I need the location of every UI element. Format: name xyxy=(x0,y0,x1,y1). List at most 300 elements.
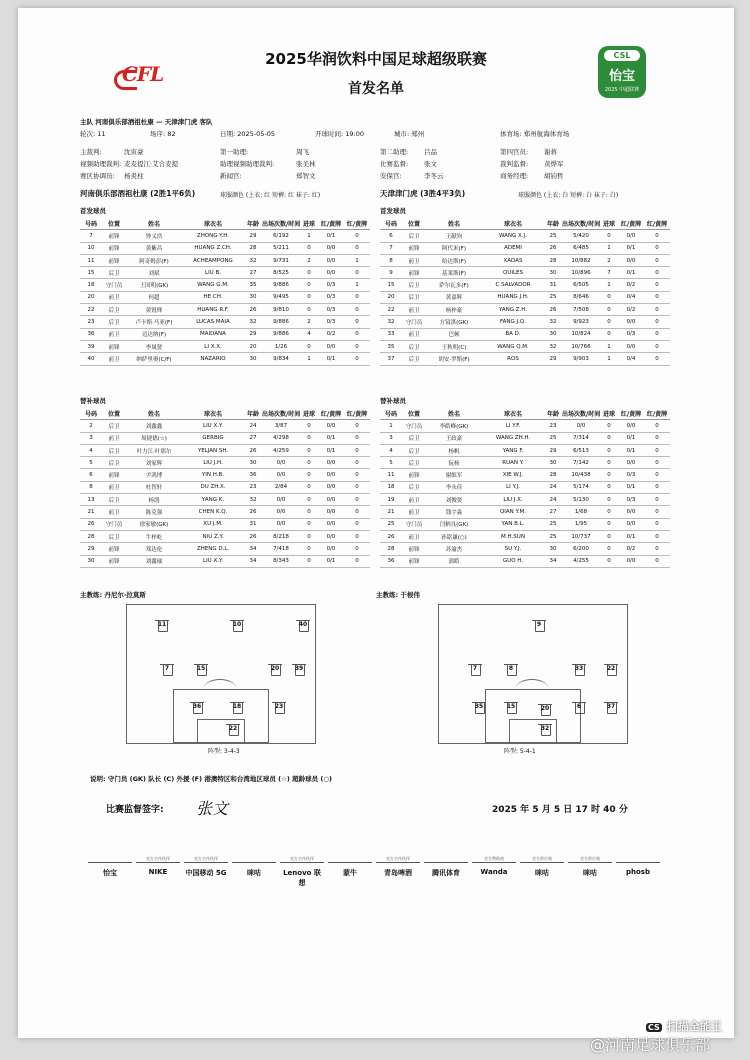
goals: 1 xyxy=(600,353,618,365)
official-role: 第四官员: xyxy=(500,148,529,156)
age: 29 xyxy=(244,230,262,242)
red-yellow: 0/3 xyxy=(618,328,644,340)
away-starters-table xyxy=(380,218,670,366)
table-row xyxy=(380,279,670,291)
shirt-number: 23 xyxy=(80,316,102,328)
red-yellow-2: 0 xyxy=(344,267,370,279)
red-yellow-2: 0 xyxy=(344,506,370,518)
goals: 0 xyxy=(300,291,318,303)
table-row xyxy=(380,506,670,518)
sponsor-strip xyxy=(88,856,668,887)
sponsor-logo xyxy=(136,856,180,884)
official-0 xyxy=(80,147,144,156)
official-8 xyxy=(80,171,144,180)
sponsor-logo xyxy=(184,856,228,884)
official-3 xyxy=(500,147,557,156)
home-starters-label: 首发球员 xyxy=(80,207,106,215)
column-header: 姓名 xyxy=(426,408,482,420)
name-cn: 王献钧 xyxy=(426,230,482,242)
official-name: 周飞 xyxy=(296,148,309,156)
shirt-name: XU J.M. xyxy=(182,518,244,530)
table-row xyxy=(380,494,670,506)
shirt-name: HUANG Z.CH. xyxy=(182,242,244,254)
red-yellow-2: 0 xyxy=(344,420,370,432)
red-yellow-2: 0 xyxy=(644,481,670,493)
position: 前卫 xyxy=(402,254,426,266)
red-yellow-2: 0 xyxy=(344,444,370,456)
official-name: 张文 xyxy=(424,160,437,168)
position: 后卫 xyxy=(402,279,426,291)
red-yellow: 0/2 xyxy=(618,279,644,291)
column-header: 进球 xyxy=(300,218,318,230)
round xyxy=(80,129,106,138)
position: 前锋 xyxy=(402,543,426,555)
goals: 1 xyxy=(300,353,318,365)
official-name: 吕品 xyxy=(424,148,437,156)
apps-minutes: 10/882 xyxy=(562,254,600,266)
shirt-name: GUO H. xyxy=(482,555,544,567)
shirt-name: C.SALVADOR xyxy=(482,279,544,291)
position: 前锋 xyxy=(102,543,126,555)
table-row xyxy=(80,444,370,456)
red-yellow-2: 0 xyxy=(644,316,670,328)
red-yellow-2: 0 xyxy=(644,420,670,432)
shirt-name: QUILES xyxy=(482,267,544,279)
column-header: 位置 xyxy=(102,218,126,230)
age: 32 xyxy=(544,340,562,352)
position: 前锋 xyxy=(402,555,426,567)
shirt-number: 26 xyxy=(380,530,402,542)
red-yellow-2: 0 xyxy=(644,444,670,456)
column-header: 号码 xyxy=(80,218,102,230)
red-yellow-2: 0 xyxy=(344,543,370,555)
goals: 2 xyxy=(300,254,318,266)
shirt-number: 9 xyxy=(380,267,402,279)
red-yellow-2: 1 xyxy=(344,279,370,291)
apps-minutes: 10/896 xyxy=(562,267,600,279)
official-role: 助理视频助理裁判: xyxy=(220,160,275,168)
formation-shirt xyxy=(468,663,482,675)
shirt-name: QIAN Y.M. xyxy=(482,506,544,518)
shirt-name: HUANG R.F. xyxy=(182,304,244,316)
age: 23 xyxy=(544,420,562,432)
sponsor-logo xyxy=(88,856,132,884)
apps-minutes: 2/84 xyxy=(262,481,300,493)
goals: 0 xyxy=(300,242,318,254)
position: 前卫 xyxy=(402,506,426,518)
age: 32 xyxy=(544,316,562,328)
shirt-name: SU Y.J. xyxy=(482,543,544,555)
shirt-name: RUAN Y. xyxy=(482,457,544,469)
name-cn: 刘斌 xyxy=(126,267,182,279)
table-row xyxy=(380,555,670,567)
shirt-number: 28 xyxy=(380,543,402,555)
formation-shirt xyxy=(230,619,244,631)
red-yellow: 0/0 xyxy=(318,340,344,352)
official-6 xyxy=(380,159,437,168)
column-header: 红/黄牌 xyxy=(644,408,670,420)
red-yellow-2: 0 xyxy=(644,242,670,254)
away-formation-label: 阵型: 5-4-1 xyxy=(504,748,536,755)
table-row xyxy=(80,543,370,555)
shirt-number: 6 xyxy=(380,230,402,242)
shirt-name: YANG F. xyxy=(482,444,544,456)
goals: 0 xyxy=(600,530,618,542)
column-header: 进球 xyxy=(600,218,618,230)
table-row xyxy=(80,353,370,365)
age: 27 xyxy=(544,506,562,518)
red-yellow: 0/3 xyxy=(318,316,344,328)
red-yellow-2: 0 xyxy=(644,518,670,530)
shirt-name: LIU B. xyxy=(182,267,244,279)
scanner-icon: CS xyxy=(648,1023,660,1032)
sponsor-tier: 官方赞助商 xyxy=(472,856,516,863)
position: 前锋 xyxy=(102,469,126,481)
official-name: 谢蒋 xyxy=(544,148,557,156)
red-yellow: 0/2 xyxy=(618,543,644,555)
home-coach-name: 丹尼尔·拉莫斯 xyxy=(104,591,146,599)
name-cn: 杨凯 xyxy=(126,494,182,506)
position: 后卫 xyxy=(402,432,426,444)
table-row xyxy=(380,481,670,493)
column-header: 红/黄牌 xyxy=(318,408,344,420)
scanner-badge xyxy=(646,1015,722,1034)
age: 34 xyxy=(544,555,562,567)
age: 30 xyxy=(244,353,262,365)
shirt-name: ZHENG D.L. xyxy=(182,543,244,555)
red-yellow: 0/0 xyxy=(318,518,344,530)
goals: 0 xyxy=(300,494,318,506)
formation-shirt xyxy=(472,701,486,713)
away-team-header: 天津津门虎 (3胜4平3负) xyxy=(380,189,466,198)
home-kit-colors: 球服颜色 (上衣: 红 短裤: 红 袜子: 红) xyxy=(220,192,321,199)
position: 后卫 xyxy=(402,457,426,469)
goals: 0 xyxy=(600,316,618,328)
name-cn: 方镜淇(GK) xyxy=(426,316,482,328)
goals: 0 xyxy=(600,481,618,493)
red-yellow-2: 0 xyxy=(644,469,670,481)
name-cn: 阿代米(F) xyxy=(426,242,482,254)
red-yellow-2: 0 xyxy=(344,230,370,242)
age: 29 xyxy=(544,444,562,456)
signature-label: 比赛监督签字: xyxy=(106,805,164,815)
table-row xyxy=(80,518,370,530)
age: 26 xyxy=(544,242,562,254)
apps-minutes: 5/420 xyxy=(562,230,600,242)
position: 后卫 xyxy=(102,316,126,328)
shirt-name: CHEN K.Q. xyxy=(182,506,244,518)
shirt-number: 25 xyxy=(380,518,402,530)
red-yellow: 0/3 xyxy=(318,291,344,303)
shirt-number: 7 xyxy=(164,665,170,672)
table-row xyxy=(380,291,670,303)
team-sheet xyxy=(18,8,734,1038)
goals: 0 xyxy=(600,469,618,481)
table-row xyxy=(80,291,370,303)
red-yellow: 0/0 xyxy=(618,506,644,518)
away-coach-name: 于根伟 xyxy=(400,591,420,599)
age: 36 xyxy=(244,469,262,481)
kickoff xyxy=(315,129,364,138)
red-yellow: 0/0 xyxy=(318,254,344,266)
name-cn: 李皓峰(GK) xyxy=(426,420,482,432)
red-yellow-2: 1 xyxy=(344,254,370,266)
goals: 0 xyxy=(300,340,318,352)
red-yellow-2: 0 xyxy=(644,254,670,266)
sponsor-name: 咪咕 xyxy=(535,869,549,877)
shirt-number: 18 xyxy=(232,703,242,710)
position: 后卫 xyxy=(402,444,426,456)
column-header: 年龄 xyxy=(544,408,562,420)
shirt-number: 22 xyxy=(80,304,102,316)
red-yellow: 0/0 xyxy=(618,555,644,567)
position: 前卫 xyxy=(402,530,426,542)
shirt-name: WANG G.M. xyxy=(182,279,244,291)
official-name: 胡钧哲 xyxy=(544,172,564,180)
name-cn: 周捷德(☆) xyxy=(126,432,182,444)
name-cn: 何超 xyxy=(126,291,182,303)
away-starters-label: 首发球员 xyxy=(380,207,406,215)
column-header: 年龄 xyxy=(244,408,262,420)
city xyxy=(394,129,424,138)
official-name: 郑智文 xyxy=(296,172,316,180)
apps-minutes: 5/211 xyxy=(262,242,300,254)
name-cn: 阮杨 xyxy=(426,457,482,469)
apps-minutes: 9/886 xyxy=(262,316,300,328)
name-cn: 徐家敏(GK) xyxy=(126,518,182,530)
name-cn: 胡安·罗斯(F) xyxy=(426,353,482,365)
official-role: 安保官: xyxy=(380,172,402,180)
kickoff-label: 开球时间: xyxy=(315,130,344,138)
goals: 0 xyxy=(300,267,318,279)
goals: 1 xyxy=(600,242,618,254)
shirt-number: 9 xyxy=(536,621,542,628)
formation-shirt xyxy=(230,701,244,713)
shirt-number: 20 xyxy=(380,291,402,303)
sponsor-logo xyxy=(568,856,612,884)
formation-shirt xyxy=(504,663,518,675)
red-yellow-2: 0 xyxy=(344,494,370,506)
formation-shirt xyxy=(572,663,586,675)
goals: 0 xyxy=(600,420,618,432)
shirt-name: WANG Q.M. xyxy=(482,340,544,352)
position: 前锋 xyxy=(102,242,126,254)
name-cn: 苏渝杰 xyxy=(426,543,482,555)
penalty-arc xyxy=(203,679,237,700)
column-header: 红/黄牌 xyxy=(344,218,370,230)
official-11 xyxy=(500,171,564,180)
age: 30 xyxy=(544,457,562,469)
age: 26 xyxy=(244,304,262,316)
official-role: 新闻官: xyxy=(220,172,242,180)
age: 28 xyxy=(544,254,562,266)
name-cn: 钱宇淼 xyxy=(426,506,482,518)
apps-minutes: 9/886 xyxy=(262,328,300,340)
official-9 xyxy=(220,171,316,180)
shirt-number: 30 xyxy=(80,555,102,567)
red-yellow-2: 0 xyxy=(644,555,670,567)
red-yellow: 0/1 xyxy=(618,267,644,279)
shirt-number: 11 xyxy=(157,621,167,628)
red-yellow: 0/1 xyxy=(618,432,644,444)
shirt-name: XADAS xyxy=(482,254,544,266)
teams-line: 主队 河南俱乐部酒祖杜康 — 天津津门虎 客队 xyxy=(80,118,213,126)
goals: 0 xyxy=(600,304,618,316)
red-yellow-2: 0 xyxy=(644,457,670,469)
sponsor-tier: 官方合作伙伴 xyxy=(184,856,228,863)
official-name: 沈寅豪 xyxy=(124,148,144,156)
goals: 0 xyxy=(300,530,318,542)
position: 后卫 xyxy=(102,444,126,456)
shirt-name: ROS xyxy=(482,353,544,365)
name-cn: 叶力江·叶那尔 xyxy=(126,444,182,456)
age: 25 xyxy=(544,518,562,530)
age: 28 xyxy=(244,242,262,254)
shirt-name: LUCAS MAIA xyxy=(182,316,244,328)
name-cn: 郭皓 xyxy=(426,555,482,567)
shirt-number: 22 xyxy=(228,725,238,732)
signature-name: 张文 xyxy=(196,799,229,818)
official-role: 裁判监督: xyxy=(500,160,529,168)
goals: 0 xyxy=(600,291,618,303)
goals: 0 xyxy=(600,555,618,567)
sponsor-tier xyxy=(328,856,372,863)
shirt-number: 5 xyxy=(380,457,402,469)
table-row xyxy=(80,340,370,352)
goals: 0 xyxy=(600,328,618,340)
table-row xyxy=(380,457,670,469)
table-row xyxy=(380,353,670,365)
official-10 xyxy=(380,171,444,180)
table-header-row xyxy=(80,408,370,420)
shirt-number: 10 xyxy=(232,621,242,628)
column-header: 姓名 xyxy=(126,218,182,230)
name-cn: 刘家辉 xyxy=(126,457,182,469)
name-cn: 孙铭谦(○) xyxy=(426,530,482,542)
red-yellow-2: 0 xyxy=(344,518,370,530)
red-yellow: 0/0 xyxy=(318,267,344,279)
red-yellow: 0/0 xyxy=(318,543,344,555)
position: 后卫 xyxy=(402,230,426,242)
apps-minutes: 9/903 xyxy=(562,353,600,365)
csl-logo-mid: 怡宝 xyxy=(608,69,635,84)
red-yellow-2: 0 xyxy=(344,316,370,328)
red-yellow-2: 0 xyxy=(344,457,370,469)
shirt-number: 20 xyxy=(540,705,550,712)
table-row xyxy=(380,444,670,456)
shirt-number: 39 xyxy=(80,340,102,352)
red-yellow: 0/0 xyxy=(318,506,344,518)
shirt-name: YAN B.L. xyxy=(482,518,544,530)
formation-shirt xyxy=(155,619,169,631)
name-cn: 谢维军 xyxy=(426,469,482,481)
column-header: 进球 xyxy=(300,408,318,420)
table-row xyxy=(80,420,370,432)
match-no-label: 场序: xyxy=(150,130,166,138)
red-yellow: 0/3 xyxy=(318,279,344,291)
shirt-name: LIU X.Y. xyxy=(182,555,244,567)
official-role: 第一助理: xyxy=(220,148,249,156)
age: 24 xyxy=(544,481,562,493)
name-cn: 迈达纳(F) xyxy=(126,328,182,340)
position: 前卫 xyxy=(102,481,126,493)
name-cn: 杨帆 xyxy=(426,444,482,456)
shirt-number: 11 xyxy=(80,254,102,266)
official-name: 杨炎柱 xyxy=(124,172,144,180)
apps-minutes: 0/0 xyxy=(262,506,300,518)
column-header: 出场次数/时间 xyxy=(262,218,300,230)
red-yellow: 0/1 xyxy=(318,444,344,456)
shirt-number: 10 xyxy=(80,242,102,254)
shirt-name: NIU Z.Y. xyxy=(182,530,244,542)
sponsor-name: 蒙牛 xyxy=(343,869,357,877)
goals: 0 xyxy=(600,506,618,518)
sponsor-tier xyxy=(424,856,468,863)
table-row xyxy=(80,328,370,340)
age: 20 xyxy=(244,340,262,352)
apps-minutes: 10/824 xyxy=(562,328,600,340)
shirt-number: 22 xyxy=(380,304,402,316)
apps-minutes: 10/766 xyxy=(562,340,600,352)
table-row xyxy=(380,328,670,340)
goals: 0 xyxy=(600,444,618,456)
red-yellow-2: 0 xyxy=(344,291,370,303)
table-header-row xyxy=(380,218,670,230)
goals: 0 xyxy=(300,469,318,481)
away-coach-label: 主教练: xyxy=(376,591,399,599)
column-header: 姓名 xyxy=(426,218,482,230)
shirt-number: 7 xyxy=(472,665,478,672)
goals: 0 xyxy=(300,420,318,432)
red-yellow: 0/3 xyxy=(618,494,644,506)
sponsor-name: Wanda xyxy=(480,868,508,876)
goals: 0 xyxy=(600,432,618,444)
table-row xyxy=(80,457,370,469)
shirt-name: WANG X.J. xyxy=(482,230,544,242)
age: 26 xyxy=(544,304,562,316)
position: 前锋 xyxy=(402,469,426,481)
apps-minutes: 1/95 xyxy=(562,518,600,530)
table-header-row xyxy=(380,408,670,420)
apps-minutes: 4/259 xyxy=(262,444,300,456)
match-no xyxy=(150,129,176,138)
goals: 0 xyxy=(600,543,618,555)
red-yellow-2: 0 xyxy=(644,328,670,340)
goals: 4 xyxy=(300,328,318,340)
position: 前卫 xyxy=(402,328,426,340)
position: 守门员 xyxy=(402,518,426,530)
shirt-number: 33 xyxy=(380,328,402,340)
shirt-name: LIU J.H. xyxy=(182,457,244,469)
red-yellow: 0/0 xyxy=(618,420,644,432)
sponsor-logo xyxy=(376,856,420,884)
red-yellow: 0/0 xyxy=(618,457,644,469)
formation-shirt xyxy=(538,723,552,735)
apps-minutes: 4/298 xyxy=(262,432,300,444)
position: 前锋 xyxy=(102,340,126,352)
age: 27 xyxy=(244,432,262,444)
red-yellow: 0/3 xyxy=(618,469,644,481)
sponsor-name: 怡宝 xyxy=(103,869,117,877)
shirt-name: LIU X.Y. xyxy=(182,420,244,432)
name-cn: 王政豪 xyxy=(426,432,482,444)
goals: 1 xyxy=(600,279,618,291)
formation-shirt xyxy=(190,701,204,713)
venue xyxy=(500,129,569,138)
goals: 0 xyxy=(300,543,318,555)
name-cn: 黄嘉辉 xyxy=(426,291,482,303)
shirt-number: 36 xyxy=(80,328,102,340)
